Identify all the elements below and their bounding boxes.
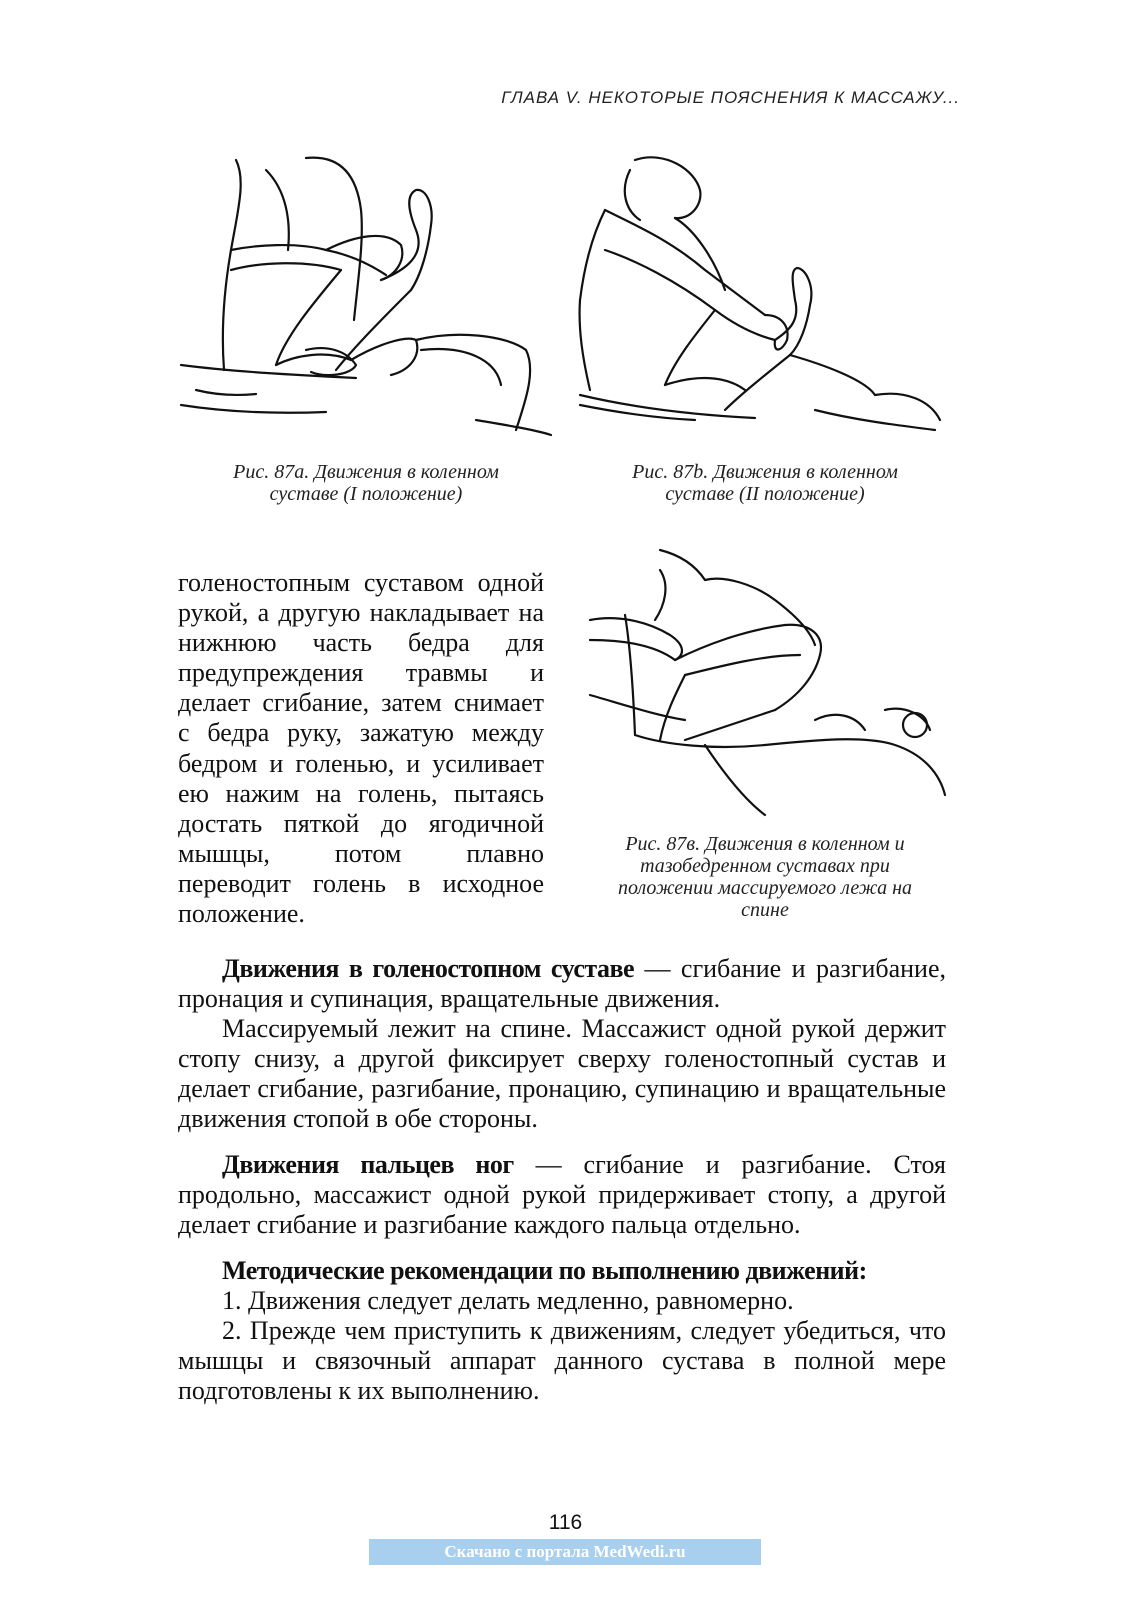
figure-87v-caption [575, 833, 955, 921]
paragraph-ankle-movements [178, 954, 946, 1014]
caption-line: положении массируемого лежа на [617, 877, 913, 899]
column-paragraph-text: голеностопным суставом одной рукой, а другую накладывает на нижнюю часть бедра для предупреждения травмы и делает сгибание, затем снимает с бедра руку, зажатую между бедром и голенью, и усиливает ею нажим на голень, пытаясь достать пяткой до ягодичной мышцы, потом плавно переводит голень в исходное положение. [178, 568, 544, 929]
download-watermark: Скачано с портала MedWedi.ru [369, 1539, 761, 1565]
heading-toe-movements: Движения пальцев ног [222, 1150, 514, 1179]
paragraph-toe-movements [178, 1150, 946, 1240]
caption-line: Рис. 87b. Движения в коленном [632, 461, 898, 483]
heading-methodical-recommendations: Методические рекомендации по выполнению движений: [222, 1256, 867, 1285]
figure-87b-illustration [575, 150, 955, 440]
figure-87a-illustration [176, 150, 556, 440]
caption-line: спине [741, 899, 789, 921]
paragraph-ankle-procedure: Массируемый лежит на спине. Массажист одной рукой держит стопу снизу, а другой фиксирует сверху голеностопный сустав и делает сгибание, разгибание, пронацию, супинацию и вращательные движения стопой в обе стороны. [178, 1014, 946, 1133]
recommendation-item-2: 2. Прежде чем приступить к движениям, следует убедиться, что мышцы и связочный аппарат данного сустава в полной мере подготовлены к их выполнению. [178, 1316, 946, 1405]
figure-87v-illustration [585, 545, 955, 820]
running-head: ГЛАВА V. НЕКОТОРЫЕ ПОЯСНЕНИЯ К МАССАЖУ... [501, 88, 960, 107]
column-paragraph [178, 568, 544, 929]
paragraph-text: — сгибание и разгибание, пронация и супинация, вращательные движения. [178, 954, 946, 1013]
caption-line: тазобедренном суставах при [640, 855, 890, 877]
main-text [178, 954, 946, 1406]
page-number: 116 [548, 1511, 583, 1534]
caption-line: суставе (I положение) [269, 483, 463, 505]
heading-ankle-movements: Движения в голеностопном суставе [222, 954, 635, 983]
figure-87b-caption [575, 461, 955, 505]
caption-line: суставе (II положение) [665, 483, 865, 505]
paragraph-text: — сгибание и разгибание. Стоя продольно, массажист одной рукой придерживает стопу, а другой делает сгибание и разгибание каждого пальца отдельно. [178, 1150, 946, 1239]
figure-87a-caption [176, 461, 556, 505]
caption-line: Рис. 87а. Движения в коленном [233, 461, 499, 483]
recommendation-item-1: 1. Движения следует делать медленно, равномерно. [222, 1286, 794, 1315]
caption-line: Рис. 87в. Движения в коленном и [625, 833, 905, 855]
